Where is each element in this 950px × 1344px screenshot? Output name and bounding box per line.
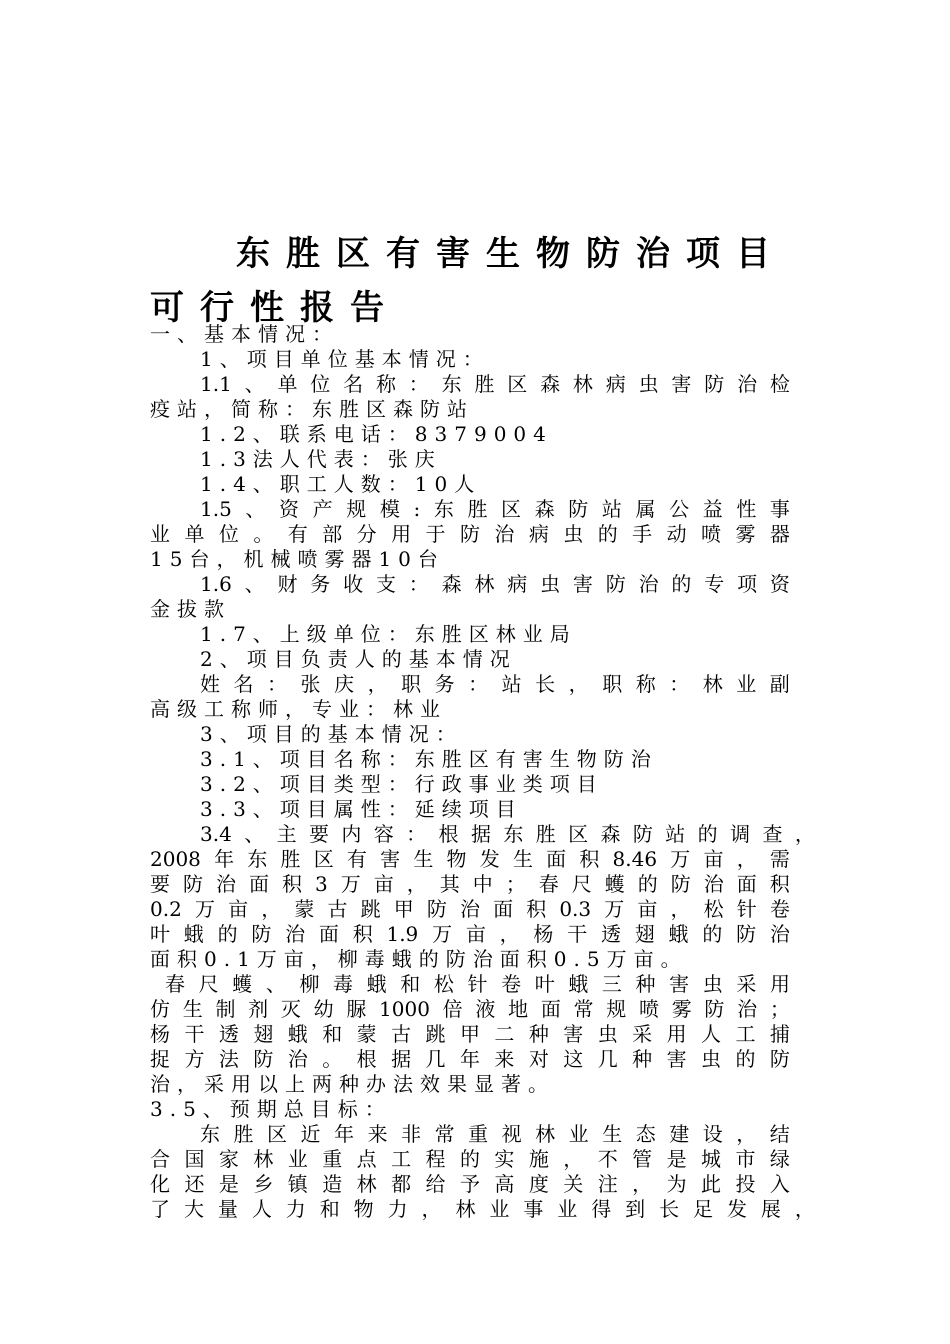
paragraph-line: 0.2 万 亩 ， 蒙 古 跳 甲 防 治 面 积 0.3 万 亩 ， 松 针 卷 <box>150 897 790 921</box>
subsection-heading-project-leader: 2、项目负责人的基本情况 <box>200 647 517 671</box>
paragraph-line: 1.6 、 财 务 收 支 ： 森 林 病 虫 害 防 治 的 专 项 资 <box>200 572 790 596</box>
superior-unit-line: 1.7、上级单位：东胜区林业局 <box>200 622 577 646</box>
subsection-heading-expected-goal: 3.5、预期总目标： <box>150 1097 392 1121</box>
paragraph-line: 治，采用以上两种办法效果显著。 <box>150 1072 555 1096</box>
legal-representative-line: 1.3法人代表：张庆 <box>200 447 442 471</box>
paragraph-line: 捉 方 法 防 治 。 根 据 几 年 来 对 这 几 种 害 虫 的 防 <box>150 1047 790 1071</box>
project-name-line: 3.1、项目名称：东胜区有害生物防治 <box>200 747 658 771</box>
section-heading-basic-info: 一、基本情况： <box>150 322 339 346</box>
paragraph-line: 3.4 、 主 要 内 容 ： 根 据 东 胜 区 森 防 站 的 调 查 ， <box>200 822 815 846</box>
paragraph-line: 杨 干 透 翅 蛾 和 蒙 古 跳 甲 二 种 害 虫 采 用 人 工 捕 <box>150 1022 790 1046</box>
paragraph-line: 2008 年 东 胜 区 有 害 生 物 发 生 面 积 8.46 万 亩 ， 需 <box>150 847 790 871</box>
paragraph-line: 要 防 治 面 积 3 万 亩 ， 其 中 ； 春 尺 蠖 的 防 治 面 积 <box>150 872 790 896</box>
contact-phone-line: 1.2、联系电话：8379004 <box>200 422 553 446</box>
document-title-line-2: 可行性报告 <box>150 288 400 328</box>
paragraph-line: 1.1 、 单 位 名 称 ： 东 胜 区 森 林 病 虫 害 防 治 检 <box>200 372 790 396</box>
paragraph-line: 金拔款 <box>150 597 231 621</box>
subsection-heading-unit-info: 1、项目单位基本情况： <box>200 347 490 371</box>
paragraph-line: 春 尺 蠖 、 柳 毒 蛾 和 松 针 卷 叶 蛾 三 种 害 虫 采 用 <box>165 972 790 996</box>
document-title-line-1: 东胜区有害生物防治项目 <box>236 234 786 274</box>
project-attribute-line: 3.3、项目属性：延续项目 <box>200 797 523 821</box>
paragraph-line: 仿 生 制 剂 灭 幼 脲 1000 倍 液 地 面 常 规 喷 雾 防 治 ； <box>150 997 790 1021</box>
paragraph-line: 15台，机械喷雾器10台 <box>150 547 445 571</box>
paragraph-line: 合 国 家 林 业 重 点 工 程 的 实 施 ， 不 管 是 城 市 绿 <box>150 1147 790 1171</box>
project-type-line: 3.2、项目类型：行政事业类项目 <box>200 772 604 796</box>
paragraph-line: 面积0.1万亩，柳毒蛾的防治面积0.5万亩。 <box>150 947 688 971</box>
paragraph-line: 1.5 、 资 产 规 模 : 东 胜 区 森 防 站 属 公 益 性 事 <box>200 497 790 521</box>
paragraph-line: 高级工称师，专业：林业 <box>150 697 447 721</box>
staff-count-line: 1.4、职工人数：10人 <box>200 472 482 496</box>
paragraph-line: 东 胜 区 近 年 来 非 常 重 视 林 业 生 态 建 设 ， 结 <box>200 1122 790 1146</box>
paragraph-line: 姓 名 ： 张 庆 ， 职 务 ： 站 长 ， 职 称 ： 林 业 副 <box>200 672 790 696</box>
paragraph-line: 化 还 是 乡 镇 造 林 都 给 予 高 度 关 注 ， 为 此 投 入 <box>150 1172 790 1196</box>
paragraph-line: 了 大 量 人 力 和 物 力 ， 林 业 事 业 得 到 长 足 发 展 ， <box>150 1197 815 1221</box>
paragraph-line: 业 单 位 。 有 部 分 用 于 防 治 病 虫 的 手 动 喷 雾 器 <box>150 522 790 546</box>
subsection-heading-project-info: 3、项目的基本情况： <box>200 722 463 746</box>
paragraph-line: 叶 蛾 的 防 治 面 积 1.9 万 亩 ， 杨 干 透 翅 蛾 的 防 治 <box>150 922 790 946</box>
paragraph-line: 疫站，简称：东胜区森防站 <box>150 397 474 421</box>
